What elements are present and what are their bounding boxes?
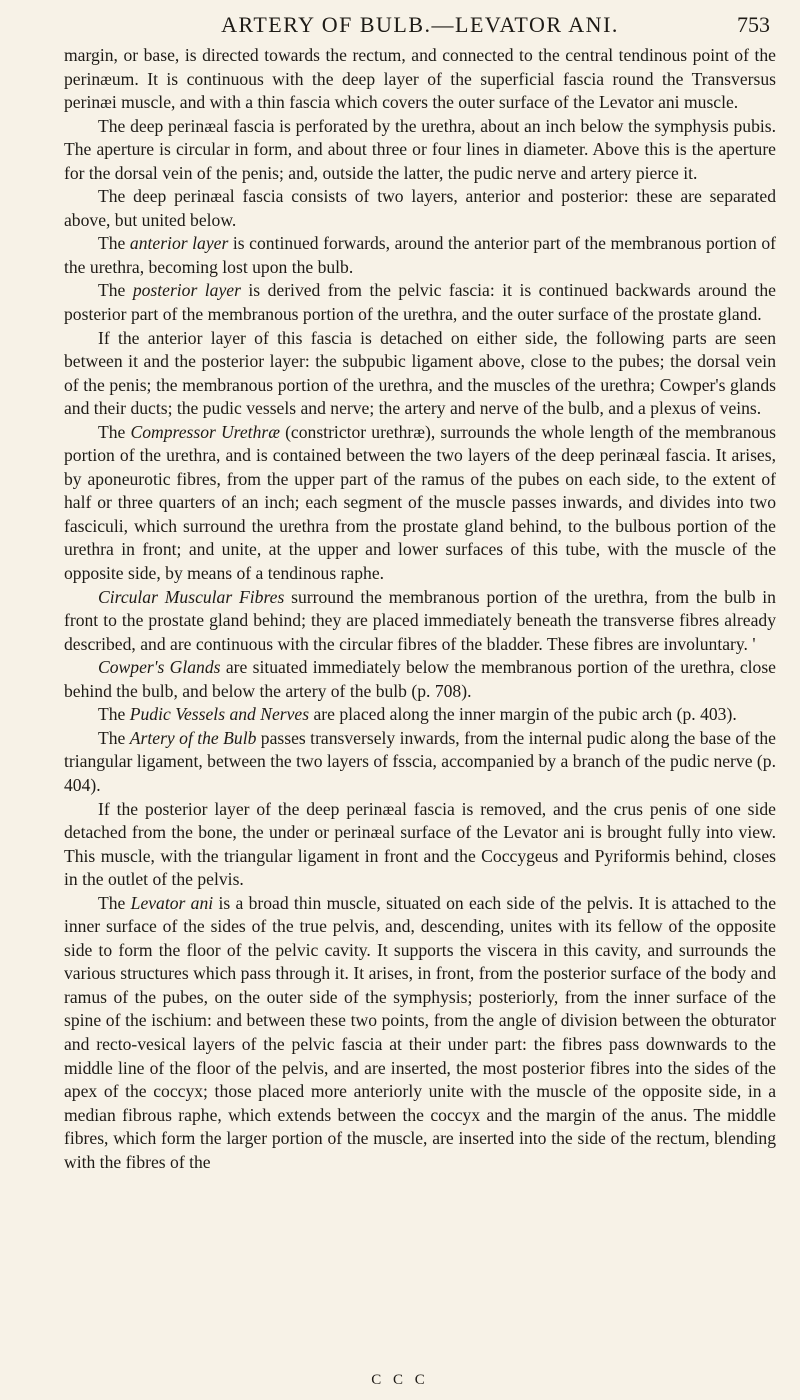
- paragraph: [64, 892, 776, 1175]
- text-run: The: [98, 421, 131, 442]
- paragraph: [64, 703, 776, 727]
- text-run: is a broad thin muscle, situated on each side of the pelvis. It is attached to the inner surface of the sides of the true pelvis, and, descending, unites with its fellow of the opposite side to form the floor of the pelvic cavity. It supports the viscera in this cavity, and surrounds the various structures which pass through it. It arises, in front, from the posterior surface of the body and ramus of the pubes, on the outer side of the symphysis; posteriorly, from the inner surface of the spine of the ischium: and between these two points, from the angle of division between the obturator and recto-vesical layers of the pelvic fascia at their under part: the fibres pass downwards to the middle line of the floor of the pelvis, and are inserted, the most posterior fibres into the sides of the apex of the coccyx; those placed more anteriorly unite with the muscle of the opposite side, in a median fibrous raphe, which extends between the coccyx and the margin of the anus. The middle fibres, which form the larger portion of the muscle, are inserted into the side of the rectum, blending with the fibres of the: [64, 892, 776, 1172]
- text-run: The: [98, 704, 130, 725]
- italic-term: Artery of the Bulb: [129, 727, 257, 748]
- text-run: passes transversely inwards, from the internal pudic along the base of the triangular ligament, between the two layers of fsscia, accompanied by a branch of the pudic nerve (p. 404).: [64, 727, 776, 795]
- paragraph: [64, 327, 776, 421]
- text-run: The: [98, 892, 131, 913]
- paragraph: [64, 185, 776, 232]
- text-run: are situated immediately below the membranous portion of the urethra, close behind the bulb, and below the artery of the bulb (p. 708).: [64, 657, 776, 701]
- body-text: [64, 44, 776, 1174]
- text-run: are placed along the inner margin of the pubic arch (p. 403).: [309, 704, 737, 725]
- text-run: The: [98, 727, 130, 748]
- paragraph: [64, 232, 776, 279]
- text-run: is continued forwards, around the anterior part of the membranous portion of the urethra, becoming lost upon the bulb.: [64, 233, 776, 277]
- text-run: The deep perinæal fascia consists of two layers, anterior and posterior: these are separated above, but united below.: [64, 186, 776, 230]
- text-run: (constrictor urethræ), surrounds the whole length of the membranous portion of the urethra, and is contained between the two layers of the deep perinæal fascia. It arises, by aponeurotic fibres, from the upper part of the ramus of the pubes on each side, to the extent of half or three quarters of an inch; each segment of the muscle passes inwards, and divides into two fasciculi, which surround the urethra from the prostate gland behind, to the bulbous portion of the urethra in front; and unite, at the upper and lower surfaces of this tube, with the muscle of the opposite side, by means of a tendinous raphe.: [64, 421, 776, 584]
- italic-term: Circular Muscular Fibres: [98, 586, 285, 607]
- paragraph: [64, 656, 776, 703]
- italic-term: posterior layer: [132, 280, 241, 301]
- text-run: The: [98, 233, 130, 254]
- text-run: is derived from the pelvic fascia: it is continued backwards around the posterior part of the membranous portion of the urethra, and the outer surface of the prostate gland.: [64, 280, 776, 325]
- running-head: ARTERY OF BULB.—LEVATOR ANI.: [221, 12, 619, 37]
- page-header: [64, 8, 776, 42]
- italic-term: Compressor Urethræ: [130, 421, 280, 442]
- paragraph: [64, 421, 776, 586]
- paragraph: [64, 586, 776, 657]
- paragraph: [64, 798, 776, 892]
- text-run: If the posterior layer of the deep perinæal fascia is removed, and the crus penis of one side detached from the bone, the under or perinæal surface of the Levator ani is brought fully into view. This muscle, with the triangular ligament in front and the Coccygeus and Pyriformis behind, closes in the outlet of the pelvis.: [64, 798, 776, 890]
- paragraph: [64, 44, 776, 115]
- text-run: surround the membranous portion of the urethra, from the bulb in front to the prostate gland behind; they are placed immediately beneath the transverse fibres already described, and are continuous with the circular fibres of the bladder. These fibres are involuntary. ': [64, 586, 776, 654]
- italic-term: Levator ani: [130, 892, 214, 913]
- page-number: 753: [737, 12, 770, 37]
- paragraph: [64, 115, 776, 186]
- italic-term: Pudic Vessels and Nerves: [129, 704, 310, 725]
- text-run: If the anterior layer of this fascia is detached on either side, the following parts are seen between it and the posterior layer: the subpubic ligament above, close to the pubes; the dorsal vein of the penis; the membranous portion of the urethra, and the muscles of the urethra; Cowper's glands and their ducts; the pudic vessels and nerve; the artery and nerve of the bulb, and a plexus of veins.: [64, 327, 776, 419]
- paragraph: [64, 727, 776, 798]
- text-run: The: [98, 280, 133, 301]
- paragraph: [64, 279, 776, 326]
- text-run: The deep perinæal fascia is perforated by the urethra, about an inch below the symphysis pubis. The aperture is circular in form, and about three or four lines in diameter. Above this is the aperture for the dorsal vein of the penis; and, outside the latter, the pudic nerve and artery pierce it.: [64, 115, 776, 183]
- italic-term: Cowper's Glands: [98, 657, 221, 678]
- italic-term: anterior layer: [129, 233, 229, 254]
- text-run: margin, or base, is directed towards the rectum, and connected to the central tendinous point of the perinæum. It is continuous with the deep layer of the superficial fascia round the Transversus perinæi muscle, and with a thin fascia which covers the outer surface of the Levator ani muscle.: [64, 45, 776, 113]
- signature-mark: C C C: [371, 1372, 429, 1388]
